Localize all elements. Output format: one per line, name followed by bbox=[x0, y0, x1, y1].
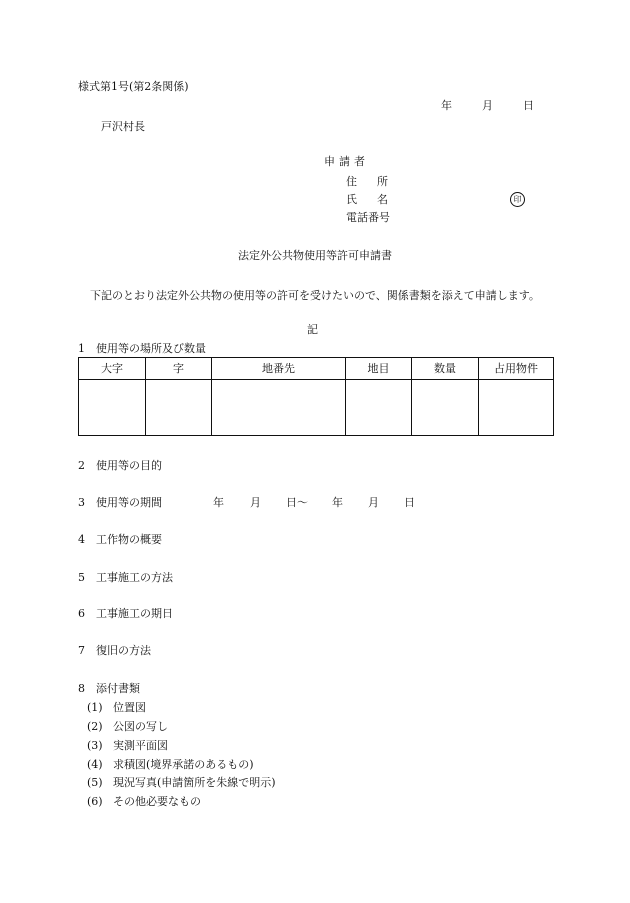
section-number: 5 bbox=[78, 571, 85, 584]
period-to-year: 年 bbox=[332, 496, 343, 509]
ki-text: 記 bbox=[307, 323, 318, 336]
section-number: 1 bbox=[78, 342, 85, 355]
date-line bbox=[441, 100, 534, 111]
section-number: 4 bbox=[78, 533, 85, 546]
date-day-label: 日 bbox=[523, 99, 534, 112]
list-item bbox=[87, 759, 254, 770]
table-cell[interactable] bbox=[212, 380, 346, 436]
place-table bbox=[78, 357, 554, 436]
attachment-number: (1) bbox=[87, 701, 103, 714]
section-4 bbox=[78, 534, 162, 545]
column-header: 占用物件 bbox=[479, 358, 554, 380]
attachment-number: (5) bbox=[87, 776, 103, 789]
section-label: 添付書類 bbox=[96, 682, 140, 695]
name-label: 氏名 bbox=[346, 193, 408, 206]
attachment-number: (6) bbox=[87, 795, 103, 808]
list-item bbox=[87, 740, 168, 751]
attachment-label: 実測平面図 bbox=[113, 739, 168, 752]
list-item bbox=[87, 796, 201, 807]
section-label: 工事施工の期日 bbox=[96, 607, 173, 620]
column-header: 字 bbox=[146, 358, 212, 380]
table-row bbox=[79, 380, 554, 436]
column-header: 地目 bbox=[346, 358, 412, 380]
section-1 bbox=[78, 343, 206, 354]
date-year-label: 年 bbox=[441, 99, 452, 112]
table-cell[interactable] bbox=[79, 380, 146, 436]
section-8 bbox=[78, 683, 140, 694]
date-month-label: 月 bbox=[482, 99, 493, 112]
section-number: 2 bbox=[78, 459, 85, 472]
section-label: 使用等の目的 bbox=[96, 459, 162, 472]
section-label: 工事施工の方法 bbox=[96, 571, 173, 584]
section-6 bbox=[78, 608, 173, 619]
period-from-year: 年 bbox=[213, 496, 224, 509]
section-label: 復旧の方法 bbox=[96, 644, 151, 657]
attachment-label: 位置図 bbox=[113, 701, 146, 714]
attachment-label: 現況写真(申請箇所を朱線で明示) bbox=[113, 776, 276, 789]
attachment-number: (2) bbox=[87, 720, 103, 733]
section-3 bbox=[78, 497, 415, 508]
addressee: 戸沢村長 bbox=[101, 120, 145, 133]
section-number: 7 bbox=[78, 644, 85, 657]
section-7 bbox=[78, 645, 151, 656]
list-item bbox=[87, 777, 276, 788]
section-number: 8 bbox=[78, 682, 85, 695]
attachment-label: 求積図(境界承諾のあるもの) bbox=[113, 758, 254, 771]
section-number: 3 bbox=[78, 496, 85, 509]
ki-label bbox=[0, 324, 630, 335]
document-title: 法定外公共物使用等許可申請書 bbox=[238, 249, 392, 262]
table-cell[interactable] bbox=[146, 380, 212, 436]
place-table-header-row bbox=[79, 358, 554, 380]
seal-mark: 印 bbox=[510, 192, 525, 207]
table-cell[interactable] bbox=[346, 380, 412, 436]
section-label: 工作物の概要 bbox=[96, 533, 162, 546]
attachment-label: その他必要なもの bbox=[113, 795, 201, 808]
section-label: 使用等の期間 bbox=[96, 496, 162, 509]
section-5 bbox=[78, 572, 173, 583]
section-number: 6 bbox=[78, 607, 85, 620]
attachment-number: (4) bbox=[87, 758, 103, 771]
section-label: 使用等の場所及び数量 bbox=[96, 342, 206, 355]
column-header: 大字 bbox=[79, 358, 146, 380]
attachment-label: 公図の写し bbox=[113, 720, 168, 733]
period-to-day: 日 bbox=[404, 496, 415, 509]
period-from-day: 日〜 bbox=[286, 496, 308, 509]
section-2 bbox=[78, 460, 162, 471]
table-cell[interactable] bbox=[479, 380, 554, 436]
table-cell[interactable] bbox=[412, 380, 479, 436]
period-to-month: 月 bbox=[368, 496, 379, 509]
list-item bbox=[87, 702, 146, 713]
list-item bbox=[87, 721, 168, 732]
body-text: 下記のとおり法定外公共物の使用等の許可を受けたいので、関係書類を添えて申請します。 bbox=[90, 289, 540, 302]
address-label: 住所 bbox=[346, 175, 408, 188]
attachment-number: (3) bbox=[87, 739, 103, 752]
period-from-month: 月 bbox=[250, 496, 261, 509]
applicant-title: 申請者 bbox=[324, 155, 369, 168]
form-number: 様式第1号(第2条関係) bbox=[78, 80, 189, 93]
column-header: 地番先 bbox=[212, 358, 346, 380]
phone-label: 電話番号 bbox=[346, 211, 390, 224]
column-header: 数量 bbox=[412, 358, 479, 380]
